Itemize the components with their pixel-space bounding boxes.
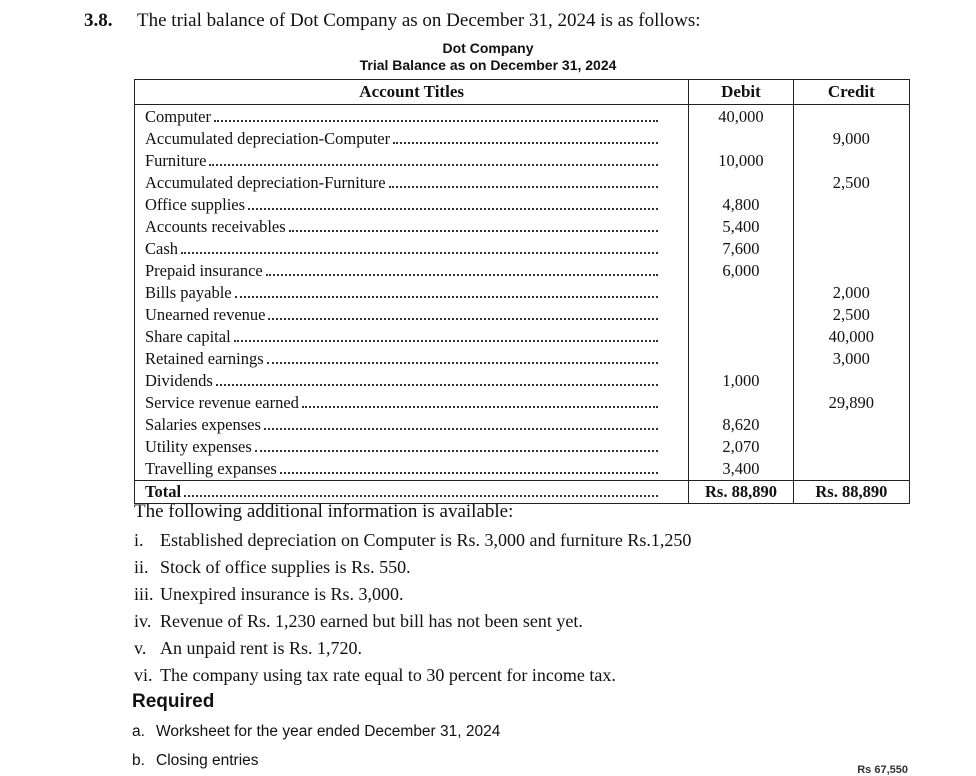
task-letter: b. (132, 752, 145, 769)
account-row (145, 172, 658, 194)
debit-value: 3,400 (722, 459, 760, 478)
debit-value: 2,070 (722, 437, 760, 456)
debit-value (689, 128, 792, 150)
account-title: Furniture (145, 151, 207, 170)
list-item-text: Established depreciation on Computer is Rs. 3,000 and furniture Rs.1,250 (160, 530, 692, 550)
credit-value (794, 458, 909, 480)
account-row (145, 128, 658, 150)
list-item (134, 581, 691, 608)
account-title: Accumulated depreciation-Computer (145, 129, 391, 148)
total-credit: Rs. 88,890 (793, 481, 909, 504)
account-title: Accumulated depreciation-Furniture (145, 173, 386, 192)
list-item-text: The company using tax rate equal to 30 percent for income tax. (160, 665, 616, 685)
header-credit: Credit (793, 80, 909, 105)
account-title: Salaries expenses (145, 415, 261, 434)
credit-value (794, 414, 909, 436)
leader-dots (184, 494, 658, 497)
table-body-row (135, 105, 910, 481)
table-header-row (135, 80, 910, 105)
total-debit: Rs. 88,890 (689, 481, 793, 504)
list-item-number: iii. (134, 584, 154, 604)
debit-value (689, 172, 792, 194)
account-titles-column (135, 105, 689, 481)
leader-dots (268, 317, 658, 320)
leader-dots (181, 251, 658, 254)
debit-column (689, 105, 793, 481)
debit-value (689, 304, 792, 326)
credit-value (794, 194, 909, 216)
list-item-number: i. (134, 530, 144, 550)
total-label: Total (145, 482, 182, 501)
account-row (145, 216, 658, 238)
account-title: Accounts receivables (145, 217, 286, 236)
credit-value (794, 150, 909, 172)
credit-value (794, 106, 909, 128)
debit-value: 5,400 (722, 217, 760, 236)
account-title: Prepaid insurance (145, 261, 263, 280)
account-row (145, 304, 658, 326)
account-title: Office supplies (145, 195, 246, 214)
leader-dots (248, 207, 658, 210)
list-item-number: v. (134, 638, 147, 658)
account-title: Dividends (145, 371, 213, 390)
account-title: Travelling expanses (145, 459, 277, 478)
leader-dots (267, 361, 659, 364)
credit-value (794, 238, 909, 260)
list-item (134, 554, 691, 581)
account-row (145, 348, 658, 370)
debit-value (689, 282, 792, 304)
credit-value: 3,000 (832, 349, 870, 368)
account-row (145, 458, 658, 480)
required-task (132, 746, 500, 775)
required-heading: Required (132, 691, 215, 712)
credit-value (794, 370, 909, 392)
account-title: Computer (145, 107, 211, 126)
credit-value: 2,500 (832, 173, 870, 192)
leader-dots (266, 273, 659, 276)
account-title: Utility expenses (145, 437, 252, 456)
question-text: The trial balance of Dot Company as on December 31, 2024 is as follows: (137, 10, 701, 31)
account-title: Retained earnings (145, 349, 264, 368)
debit-value (689, 326, 792, 348)
account-row (145, 150, 658, 172)
list-item-text: Stock of office supplies is Rs. 550. (160, 557, 411, 577)
account-row (145, 326, 658, 348)
leader-dots (393, 141, 658, 144)
leader-dots (234, 339, 659, 342)
list-item (134, 662, 691, 689)
task-text: Worksheet for the year ended December 31, 2024 (156, 723, 501, 740)
credit-value (794, 260, 909, 282)
leader-dots (264, 427, 658, 430)
statement-title: Trial Balance as on December 31, 2024 (359, 57, 617, 73)
account-row (145, 194, 658, 216)
leader-dots (214, 119, 658, 122)
credit-value: 40,000 (828, 327, 875, 346)
account-title: Cash (145, 239, 178, 258)
leader-dots (216, 383, 658, 386)
list-item-number: iv. (134, 611, 152, 631)
additional-info-heading: The following additional information is available: (134, 501, 514, 522)
header-debit: Debit (689, 80, 793, 105)
list-item (134, 635, 691, 662)
leader-dots (389, 185, 659, 188)
account-row (145, 260, 658, 282)
list-item-text: An unpaid rent is Rs. 1,720. (160, 638, 362, 658)
credit-value: 29,890 (828, 393, 875, 412)
credit-value (794, 216, 909, 238)
debit-value: 6,000 (722, 261, 760, 280)
credit-value: 2,500 (832, 305, 870, 324)
leader-dots (209, 163, 658, 166)
debit-value: 1,000 (722, 371, 760, 390)
list-item (134, 527, 691, 554)
credit-value (794, 436, 909, 458)
account-title: Unearned revenue (145, 305, 266, 324)
account-row (145, 392, 658, 414)
debit-value: 40,000 (718, 107, 764, 126)
list-item-number: ii. (134, 557, 149, 577)
trial-balance-table (134, 79, 910, 504)
account-row (145, 282, 658, 304)
list-item-text: Revenue of Rs. 1,230 earned but bill has not been sent yet. (160, 611, 583, 631)
account-row (145, 414, 658, 436)
debit-value: 8,620 (722, 415, 760, 434)
account-row (145, 436, 658, 458)
leader-dots (280, 471, 658, 474)
debit-value: 7,600 (722, 239, 760, 258)
debit-value (689, 348, 792, 370)
task-text: Closing entries (156, 752, 259, 769)
credit-value: 9,000 (832, 129, 870, 148)
account-row (145, 238, 658, 260)
list-item-text: Unexpired insurance is Rs. 3,000. (160, 584, 404, 604)
leader-dots (235, 295, 659, 298)
required-task-list (132, 717, 500, 775)
list-item-number: vi. (134, 665, 153, 685)
credit-column (793, 105, 909, 481)
debit-value: 10,000 (718, 151, 764, 170)
credit-value: 2,000 (832, 283, 870, 302)
account-title: Bills payable (145, 283, 232, 302)
debit-value: 4,800 (722, 195, 760, 214)
account-title: Share capital (145, 327, 231, 346)
leader-dots (289, 229, 659, 232)
additional-info-list (134, 527, 691, 689)
list-item (134, 608, 691, 635)
cropped-corner-text: Rs 67,550 (857, 764, 908, 776)
leader-dots (302, 405, 658, 408)
question-number: 3.8. (84, 10, 113, 31)
account-row (145, 370, 658, 392)
debit-value (689, 392, 792, 414)
leader-dots (255, 449, 659, 452)
account-row (145, 106, 658, 128)
required-task (132, 717, 500, 746)
account-title: Service revenue earned (145, 393, 299, 412)
task-letter: a. (132, 723, 145, 740)
header-account-titles: Account Titles (135, 80, 689, 105)
company-name: Dot Company (442, 40, 534, 56)
